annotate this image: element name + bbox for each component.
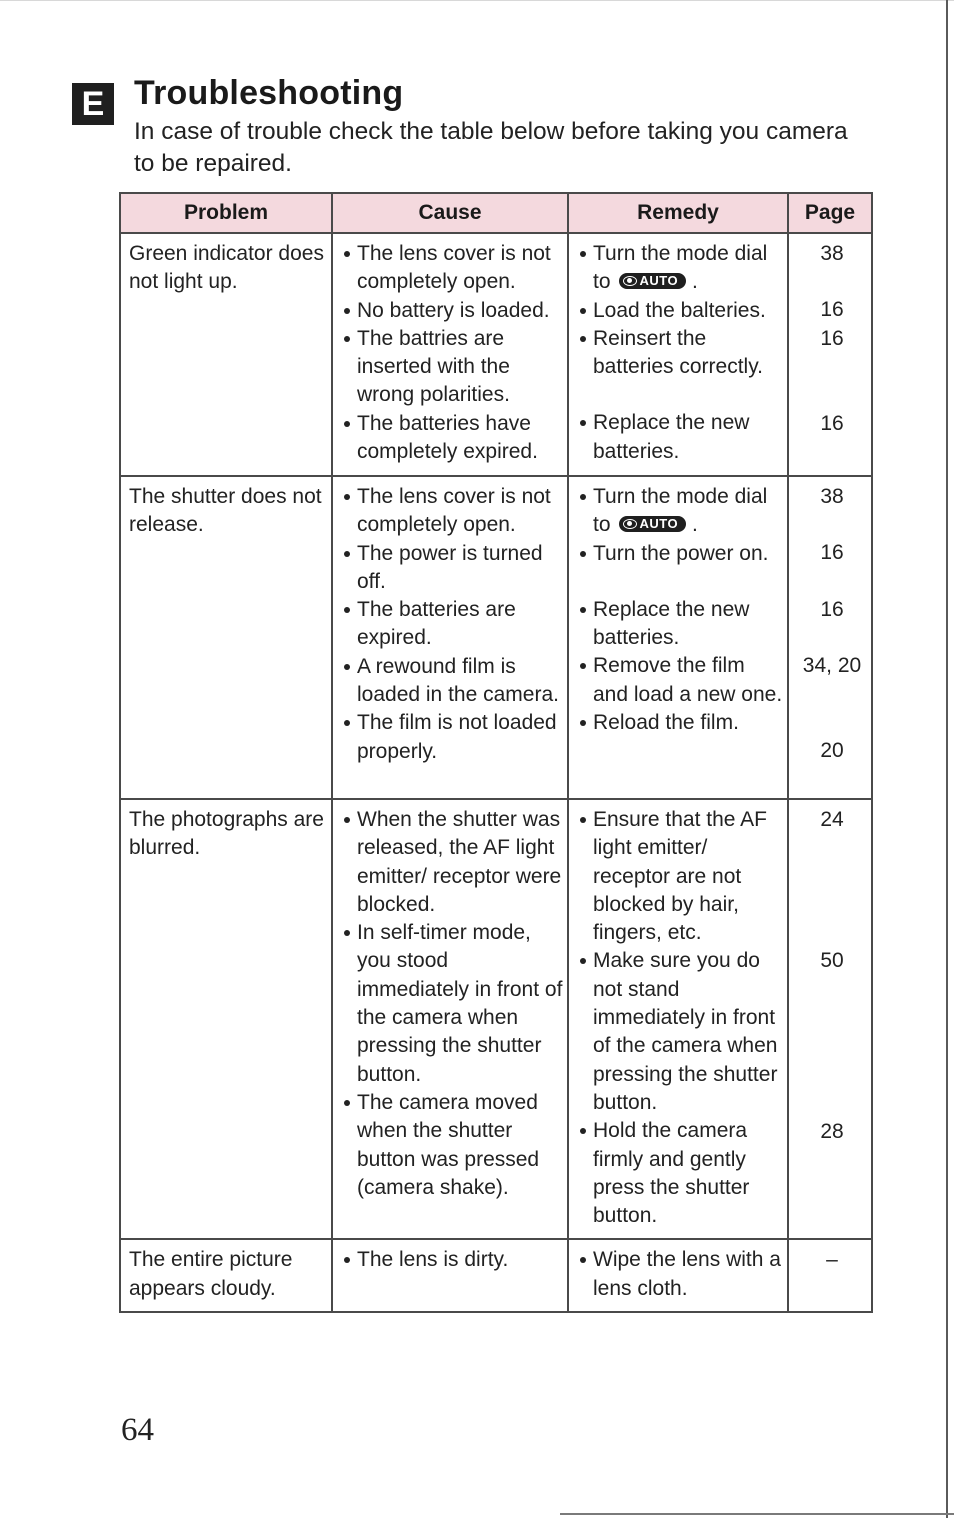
page-ref: 38: [820, 485, 844, 508]
cause-cell: [332, 476, 568, 799]
problem-cell: Green indicator does not light up.: [120, 233, 332, 476]
cause-item: The batteries are expired.: [341, 596, 563, 653]
page-ref: 28: [820, 1119, 844, 1143]
section-tab-e: E: [72, 83, 114, 125]
page-cell: [788, 233, 872, 476]
cause-item: The camera moved when the shutter button was pressed (camera shake).: [341, 1089, 563, 1202]
intro-text: In case of trouble check the table below before taking you camera to be repaired.: [134, 118, 848, 177]
page-cell: [788, 476, 872, 799]
cause-item: The film is not loaded properly.: [341, 709, 563, 766]
remedy-item: Remove the film and load a new one.: [577, 652, 783, 709]
remedy-item: Hold the camera firmly and gently press the shutter button.: [577, 1117, 783, 1230]
table-row: [120, 233, 872, 476]
header-remedy: Remedy: [568, 193, 788, 233]
cause-item: No battery is loaded.: [341, 297, 563, 325]
page-ref: 16: [820, 298, 844, 322]
page-bottom-edge: [560, 1513, 954, 1515]
remedy-cell: [568, 476, 788, 799]
troubleshooting-table: [119, 192, 873, 1313]
cause-cell: [332, 233, 568, 476]
remedy-text: Turn the mode dial to: [593, 242, 768, 294]
page-number: 64: [121, 1412, 154, 1448]
page-ref: 16: [820, 541, 844, 565]
problem-cell: The shutter does not release.: [120, 476, 332, 799]
cause-item: In self-timer mode, you stood immediately in front of the camera when pressing the shutter button.: [341, 919, 563, 1089]
cause-item: The lens cover is not completely open.: [341, 240, 563, 297]
remedy-item: Reload the film.: [577, 709, 783, 737]
cause-cell: [332, 799, 568, 1239]
cause-item: When the shutter was released, the AF light emitter/ receptor were blocked.: [341, 806, 563, 919]
auto-mode-badge: [619, 516, 687, 532]
remedy-item: Replace the new batteries.: [577, 596, 783, 653]
eye-icon: [623, 519, 637, 529]
page-ref: 38: [820, 242, 844, 265]
remedy-item: Turn the mode dial to AUTO .: [577, 240, 783, 297]
cause-item: The battries are inserted with the wrong polarities.: [341, 325, 563, 410]
cause-item: The power is turned off.: [341, 540, 563, 597]
remedy-item: Turn the power on.: [577, 540, 783, 568]
page-ref: 16: [820, 411, 844, 435]
problem-cell: The entire picture appears cloudy.: [120, 1239, 332, 1312]
page-ref: 16: [820, 597, 844, 621]
page-ref: 16: [820, 326, 844, 350]
page-ref: 34, 20: [802, 653, 862, 677]
remedy-item: Wipe the lens with a lens cloth.: [577, 1246, 783, 1303]
remedy-item: Make sure you do not stand immediately in front of the camera when pressing the shutter button.: [577, 947, 783, 1117]
table-row: [120, 799, 872, 1239]
auto-mode-badge: [619, 273, 687, 289]
cause-item: The lens cover is not completely open.: [341, 483, 563, 540]
problem-cell: The photographs are blurred.: [120, 799, 332, 1239]
remedy-text: Turn the mode dial to: [593, 485, 768, 537]
cause-item: The batteries have completely expired.: [341, 410, 563, 467]
page-ref: 50: [820, 949, 844, 973]
page-top-edge: [0, 0, 954, 1]
cause-item: The lens is dirty.: [341, 1246, 563, 1274]
cause-item: A rewound film is loaded in the camera.: [341, 653, 563, 710]
page-right-edge: [946, 0, 948, 1518]
auto-mode-label: AUTO: [639, 516, 679, 532]
remedy-item: Turn the mode dial to AUTO .: [577, 483, 783, 540]
page-ref: 20: [820, 739, 844, 763]
header-cause: Cause: [332, 193, 568, 233]
page-ref: 24: [820, 808, 844, 831]
remedy-item: Replace the new batteries.: [577, 409, 783, 466]
cause-cell: [332, 1239, 568, 1312]
remedy-item: Ensure that the AF light emitter/ receptor are not blocked by hair, fingers, etc.: [577, 806, 783, 947]
table-row: [120, 476, 872, 799]
page-cell: [788, 799, 872, 1239]
table-header-row: [120, 193, 872, 233]
header-problem: Problem: [120, 193, 332, 233]
header-page: Page: [788, 193, 872, 233]
page-ref: –: [826, 1248, 838, 1272]
eye-icon: [623, 276, 637, 286]
remedy-item: Load the balteries.: [577, 297, 783, 325]
remedy-cell: [568, 233, 788, 476]
page-title: Troubleshooting: [134, 74, 404, 112]
auto-mode-label: AUTO: [639, 273, 679, 289]
remedy-item: Reinsert the batteries correctly.: [577, 325, 783, 382]
table-row: [120, 1239, 872, 1312]
remedy-cell: [568, 799, 788, 1239]
remedy-cell: [568, 1239, 788, 1312]
page-cell: [788, 1239, 872, 1312]
